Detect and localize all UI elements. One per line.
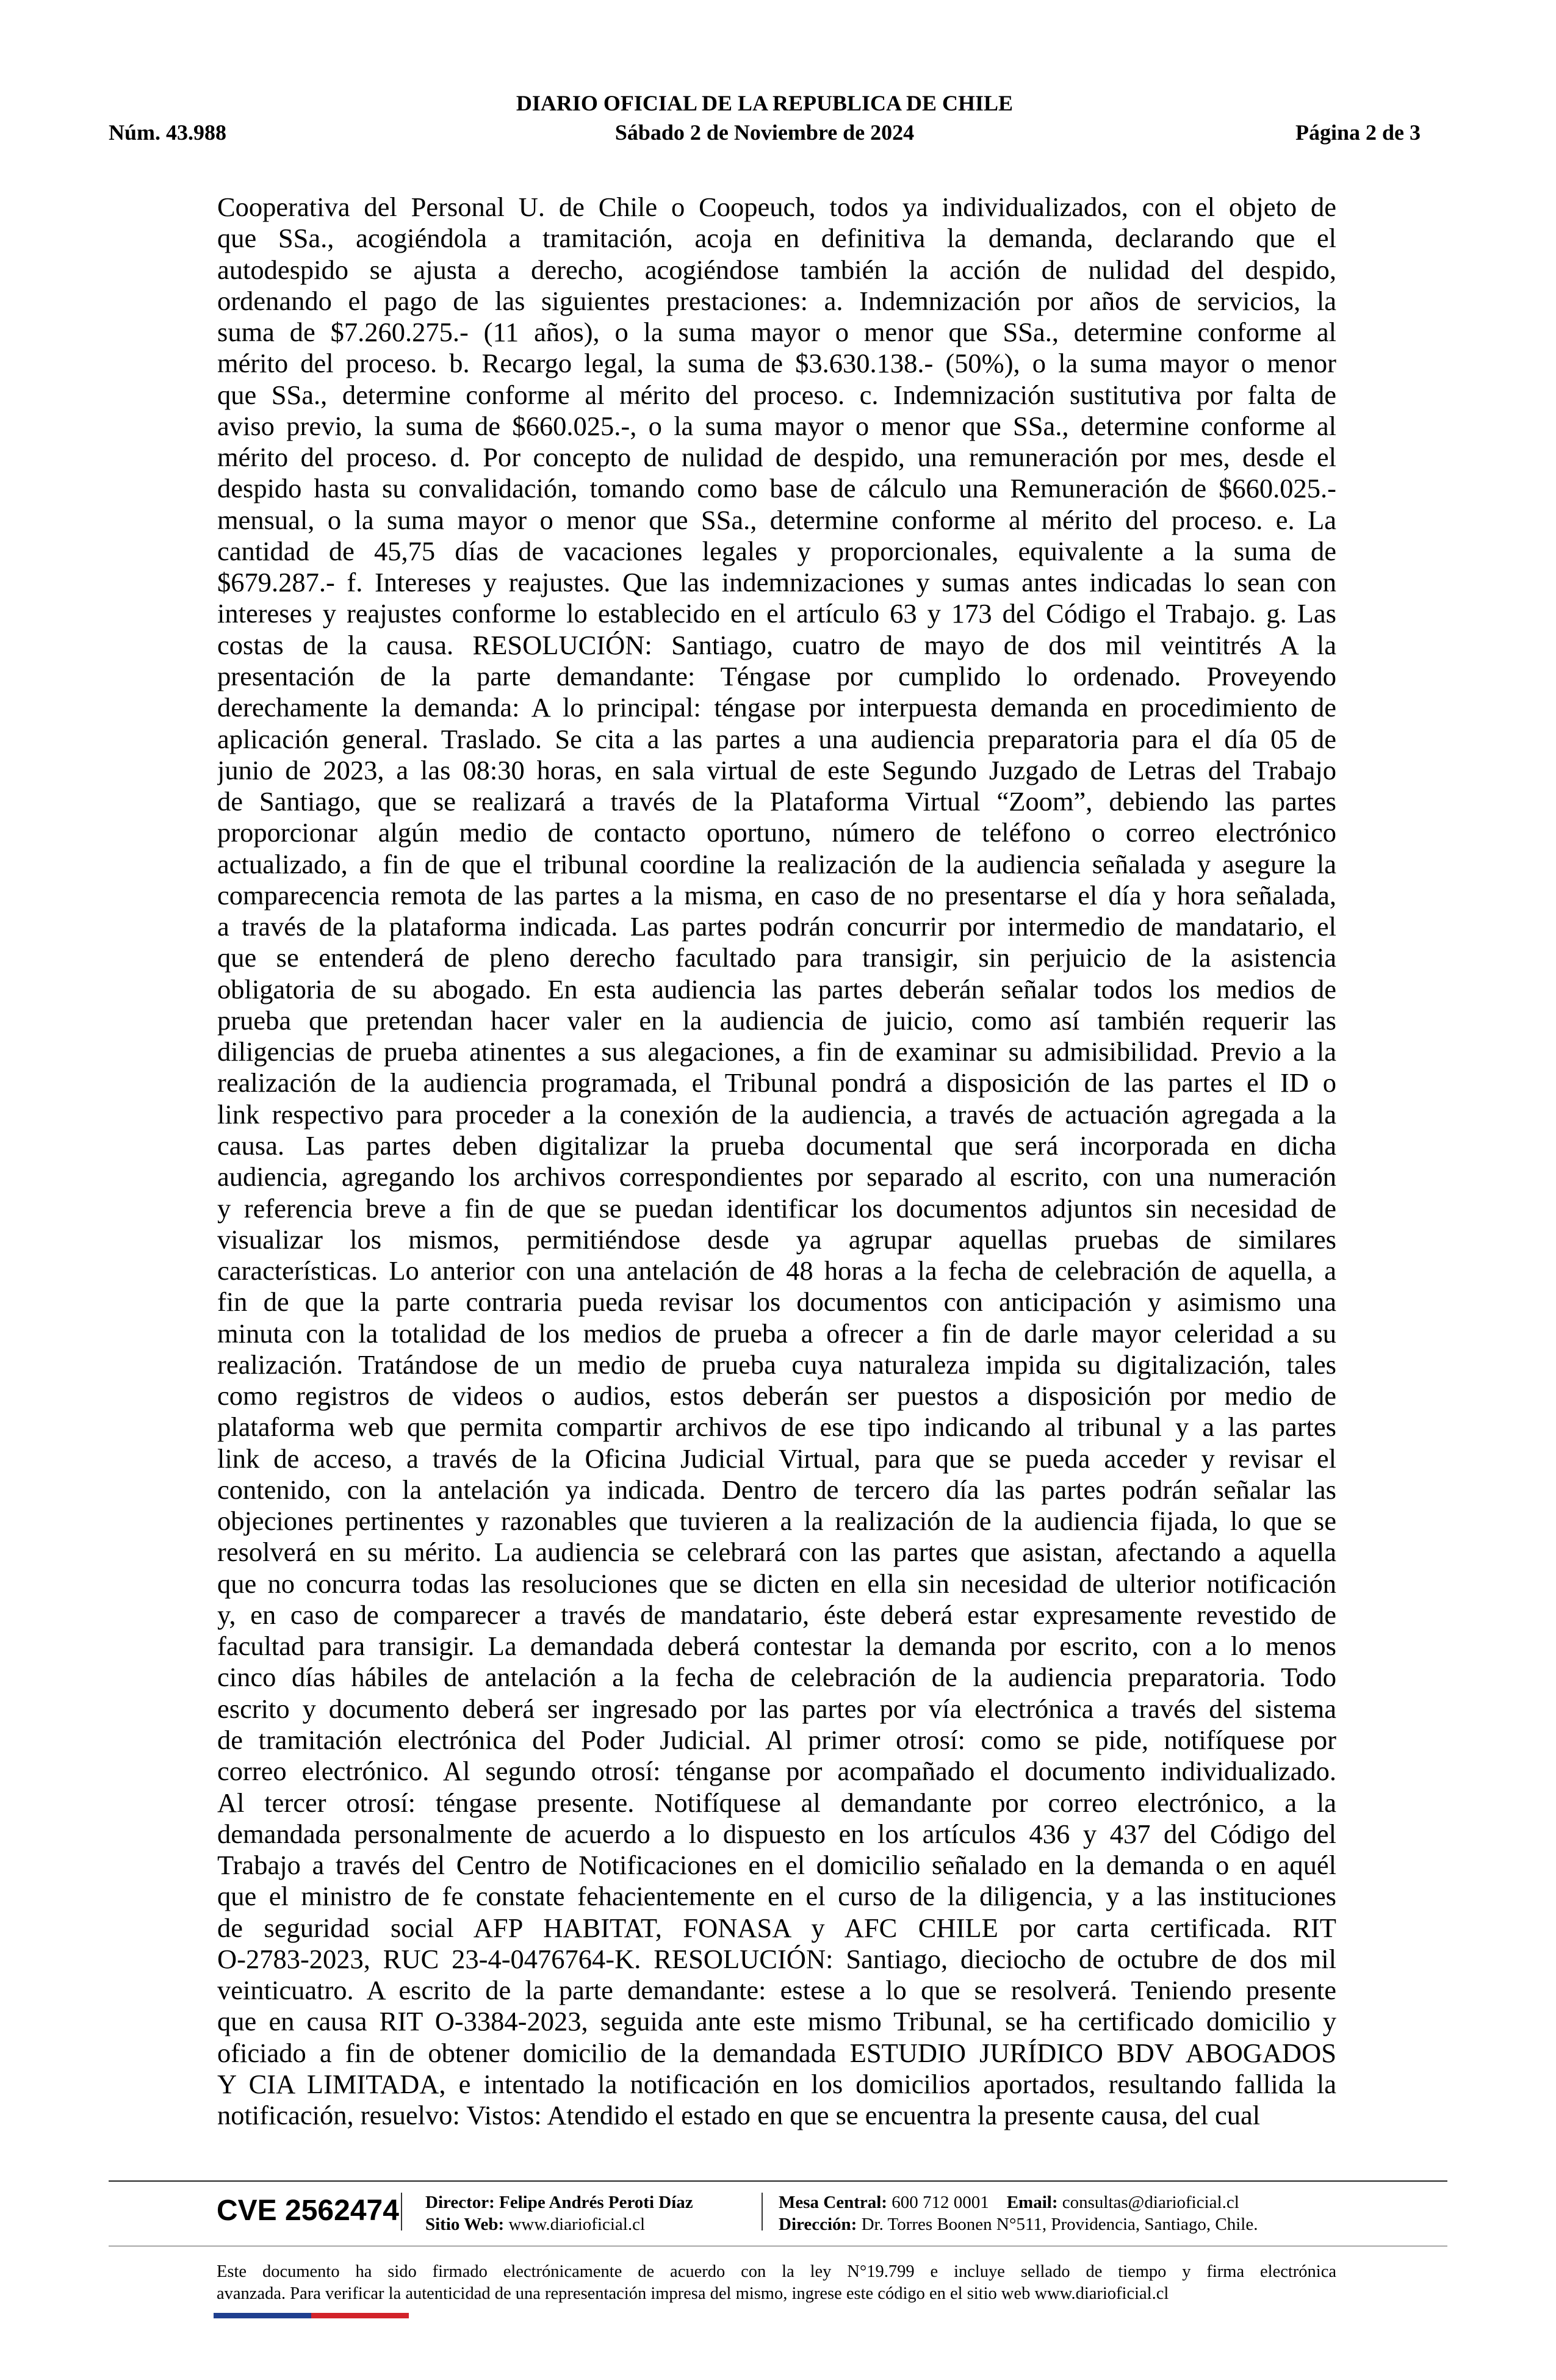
body-text-line: prueba que pretendan hacer valer en la audiencia de juicio, como así también requerir las: [217, 1004, 1336, 1036]
body-text-line: realización de la audiencia programada, el Tribunal pondrá a disposición de las partes el ID o: [217, 1067, 1336, 1098]
publication-title: DIARIO OFICIAL DE LA REPUBLICA DE CHILE: [516, 91, 1014, 115]
body-text-line: facultad para transigir. La demandada deberá contestar la demanda por escrito, con a lo menos: [217, 1631, 1336, 1662]
body-text-line: $679.287.- f. Intereses y reajustes. Que las indemnizaciones y sumas antes indicadas lo sean con: [217, 567, 1336, 598]
address-text: Dr. Torres Boonen N°511, Providencia, Santiago, Chile.: [861, 2215, 1258, 2234]
footer-contact-block: [779, 2191, 1258, 2235]
mesa-phone: 600 712 0001: [891, 2193, 989, 2212]
body-text-line: de Santiago, que se realizará a través de la Plataforma Virtual “Zoom”, debiendo las partes: [217, 786, 1336, 817]
body-text-line: Trabajo a través del Centro de Notificaciones en el domicilio señalado en la demanda o en aquél: [217, 1850, 1336, 1881]
body-text-line: O-2783-2023, RUC 23-4-0476764-K. RESOLUCIÓN: Santiago, dieciocho de octubre de dos mil: [217, 1943, 1336, 1974]
body-text-line: realización. Tratándose de un medio de prueba cuya naturaleza impida su digitalización, tales: [217, 1349, 1336, 1380]
body-text-line: resolverá en su mérito. La audiencia se celebrará con las partes que asistan, afectando a aquella: [217, 1537, 1336, 1568]
page-indicator: Página 2 de 3: [1295, 120, 1421, 145]
body-text-line: cantidad de 45,75 días de vacaciones legales y proporcionales, equivalente a la suma de: [217, 535, 1336, 566]
body-text-line: oficiado a fin de obtener domicilio de la demandada ESTUDIO JURÍDICO BDV ABOGADOS: [217, 2037, 1336, 2068]
body-text-line: costas de la causa. RESOLUCIÓN: Santiago, cuatro de mayo de dos mil veintitrés A la: [217, 629, 1336, 660]
body-text-line: proporcionar algún medio de contacto oportuno, número de teléfono o correo electrónico: [217, 817, 1336, 848]
footer-director-block: [425, 2191, 693, 2235]
body-text-line: presentación de la parte demandante: Téngase por cumplido lo ordenado. Proveyendo: [217, 660, 1336, 691]
mesa-label: Mesa Central:: [779, 2193, 887, 2212]
body-text-line: de tramitación electrónica del Poder Judicial. Al primer otrosí: como se pide, notifíquese por: [217, 1725, 1336, 1756]
body-text-line: causa. Las partes deben digitalizar la prueba documental que será incorporada en dicha: [217, 1130, 1336, 1161]
director-label: Director:: [425, 2193, 495, 2212]
body-text-line: notificación, resuelvo: Vistos: Atendido el estado en que se encuentra la presente causa, del cual: [217, 2100, 1261, 2131]
email-label: Email:: [1006, 2193, 1058, 2212]
footer-divider: [762, 2193, 763, 2230]
body-text-line: fin de que la parte contraria pueda revisar los documentos con anticipación y asimismo una: [217, 1286, 1336, 1318]
body-text-line: Y CIA LIMITADA, e intentado la notificación en los domicilios aportados, resultando fallida la: [217, 2068, 1336, 2099]
body-text-line: junio de 2023, a las 08:30 horas, en sala virtual de este Segundo Juzgado de Letras del Trabajo: [217, 754, 1336, 785]
email-link[interactable]: consultas@diarioficial.cl: [1062, 2193, 1239, 2212]
body-text-line: demandada personalmente de acuerdo a lo dispuesto en los artículos 436 y 437 del Código del: [217, 1818, 1336, 1849]
address-label: Dirección:: [779, 2215, 857, 2234]
website-link[interactable]: www.diarioficial.cl: [508, 2215, 646, 2234]
body-text-line: actualizado, a fin de que el tribunal coordine la realización de la audiencia señalada y asegure la: [217, 848, 1336, 879]
body-text-line: visualizar los mismos, permitiéndose desde ya agrupar aquellas pruebas de similares: [217, 1224, 1336, 1255]
body-text-line: plataforma web que permita compartir archivos de ese tipo indicando al tribunal y a las partes: [217, 1412, 1336, 1443]
body-text-line: características. Lo anterior con una antelación de 48 horas a la fecha de celebración de aquella, a: [217, 1255, 1336, 1286]
body-text-line: que en causa RIT O-3384-2023, seguida ante este mismo Tribunal, se ha certificado domicilio y: [217, 2006, 1336, 2037]
issue-date: Sábado 2 de Noviembre de 2024: [614, 120, 915, 145]
body-text-line: correo electrónico. Al segundo otrosí: ténganse por acompañado el documento individualizado.: [217, 1756, 1336, 1787]
body-text-line: objeciones pertinentes y razonables que tuvieren a la realización de la audiencia fijada, lo que se: [217, 1506, 1336, 1537]
flag-stripe: [214, 2313, 409, 2318]
footer-divider: [401, 2193, 402, 2230]
body-text-line: escrito y documento deberá ser ingresado por las partes por vía electrónica a través del sistema: [217, 1693, 1336, 1724]
body-text-line: diligencias de prueba atinentes a sus alegaciones, a fin de examinar su admisibilidad. Previo a la: [217, 1036, 1336, 1067]
body-text-line: que el ministro de fe constate fehacientemente en el curso de la diligencia, y a las instituciones: [217, 1881, 1336, 1912]
body-text-line: ordenando el pago de las siguientes prestaciones: a. Indemnización por años de servicios, la: [217, 285, 1336, 316]
body-text-line: y, en caso de comparecer a través de mandatario, éste deberá estar expresamente revestido de: [217, 1599, 1336, 1630]
body-text-line: despido hasta su convalidación, tomando como base de cálculo una Remuneración de $660.025.-: [217, 473, 1336, 504]
body-text-line: a través de la plataforma indicada. Las partes podrán concurrir por intermedio de mandatario, el: [217, 911, 1336, 942]
page-header: [109, 90, 1421, 157]
body-text-line: audiencia, agregando los archivos correspondientes por separado al escrito, con una numeración: [217, 1161, 1336, 1192]
body-text-line: que SSa., acogiéndola a tramitación, acoja en definitiva la demanda, declarando que el: [217, 223, 1336, 254]
body-text-line: y referencia breve a fin de que se puedan identificar los documentos adjuntos sin necesidad de: [217, 1192, 1336, 1224]
body-text-line: Cooperativa del Personal U. de Chile o Coopeuch, todos ya individualizados, con el objeto de: [217, 192, 1336, 222]
body-text-line: de seguridad social AFP HABITAT, FONASA y AFC CHILE por carta certificada. RIT: [217, 1912, 1336, 1943]
body-text-line: mérito del proceso. d. Por concepto de nulidad de despido, una remuneración por mes, desde el: [217, 442, 1336, 473]
body-text-line: obligatoria de su abogado. En esta audiencia las partes deberán señalar todos los medios de: [217, 973, 1336, 1004]
body-text-line: cinco días hábiles de antelación a la fecha de celebración de la audiencia preparatoria. Todo: [217, 1662, 1336, 1693]
cve-code: CVE 2562474: [217, 2194, 399, 2227]
director-name: Felipe Andrés Peroti Díaz: [499, 2193, 693, 2212]
body-text-line: intereses y reajustes conforme lo establecido en el artículo 63 y 173 del Código el Trabajo. g. Las: [217, 598, 1336, 629]
notice-line: Este documento ha sido firmado electrónicamente de acuerdo con la ley N°19.799 e incluye sellado de tiempo y firma electrónica: [217, 2262, 1336, 2281]
notice-line: avanzada. Para verificar la autenticidad de una representación impresa del mismo, ingrese este código en el sitio web www.diarioficial.cl: [217, 2284, 1169, 2303]
body-text-line: autodespido se ajusta a derecho, acogiéndose también la acción de nulidad del despido,: [217, 254, 1336, 285]
body-text-line: que SSa., determine conforme al mérito del proceso. c. Indemnización sustitutiva por falta de: [217, 379, 1336, 410]
body-text-line: Al tercer otrosí: téngase presente. Notifíquese al demandante por correo electrónico, a la: [217, 1787, 1336, 1818]
footer-top-rule: [109, 2180, 1447, 2182]
body-text-line: contenido, con la antelación ya indicada. Dentro de tercero día las partes podrán señalar las: [217, 1474, 1336, 1505]
body-text-line: derechamente la demanda: A lo principal: téngase por interpuesta demanda en procedimiento de: [217, 692, 1336, 723]
page-footer: [217, 2188, 1336, 2237]
body-text-line: link respectivo para proceder a la conexión de la audiencia, a través de actuación agregada a la: [217, 1098, 1336, 1130]
website-label: Sitio Web:: [425, 2215, 505, 2234]
body-text-line: que no concurra todas las resoluciones que se dicten en ella sin necesidad de ulterior notificación: [217, 1568, 1336, 1599]
body-text-line: aviso previo, la suma de $660.025.-, o la suma mayor o menor que SSa., determine conforme al: [217, 410, 1336, 441]
body-text-line: aplicación general. Traslado. Se cita a las partes a una audiencia preparatoria para el día 05 de: [217, 723, 1336, 754]
body-text-line: suma de $7.260.275.- (11 años), o la suma mayor o menor que SSa., determine conforme al: [217, 317, 1336, 348]
body-text-line: mérito del proceso. b. Recargo legal, la suma de $3.630.138.- (50%), o la suma mayor o menor: [217, 348, 1336, 379]
body-text-line: link de acceso, a través de la Oficina Judicial Virtual, para que se pueda acceder y revisar el: [217, 1443, 1336, 1474]
signature-notice: [217, 2261, 1336, 2305]
body-text-line: que se entenderá de pleno derecho facultado para transigir, sin perjuicio de la asistencia: [217, 942, 1336, 973]
document-body: [217, 192, 1336, 2131]
body-text-line: veinticuatro. A escrito de la parte demandante: estese a lo que se resolverá. Teniendo presente: [217, 1975, 1336, 2006]
body-text-line: minuta con la totalidad de los medios de prueba a ofrecer a fin de darle mayor celeridad a su: [217, 1318, 1336, 1349]
body-text-line: comparecencia remota de las partes a la misma, en caso de no presentarse el día y hora señalada,: [217, 879, 1336, 911]
body-text-line: como registros de videos o audios, estos deberán ser puestos a disposición por medio de: [217, 1380, 1336, 1412]
body-text-line: mensual, o la suma mayor o menor que SSa., determine conforme al mérito del proceso. e. La: [217, 504, 1336, 535]
flag-blue-stripe: [214, 2313, 311, 2318]
flag-red-stripe: [311, 2313, 409, 2318]
issue-number: Núm. 43.988: [109, 120, 227, 145]
